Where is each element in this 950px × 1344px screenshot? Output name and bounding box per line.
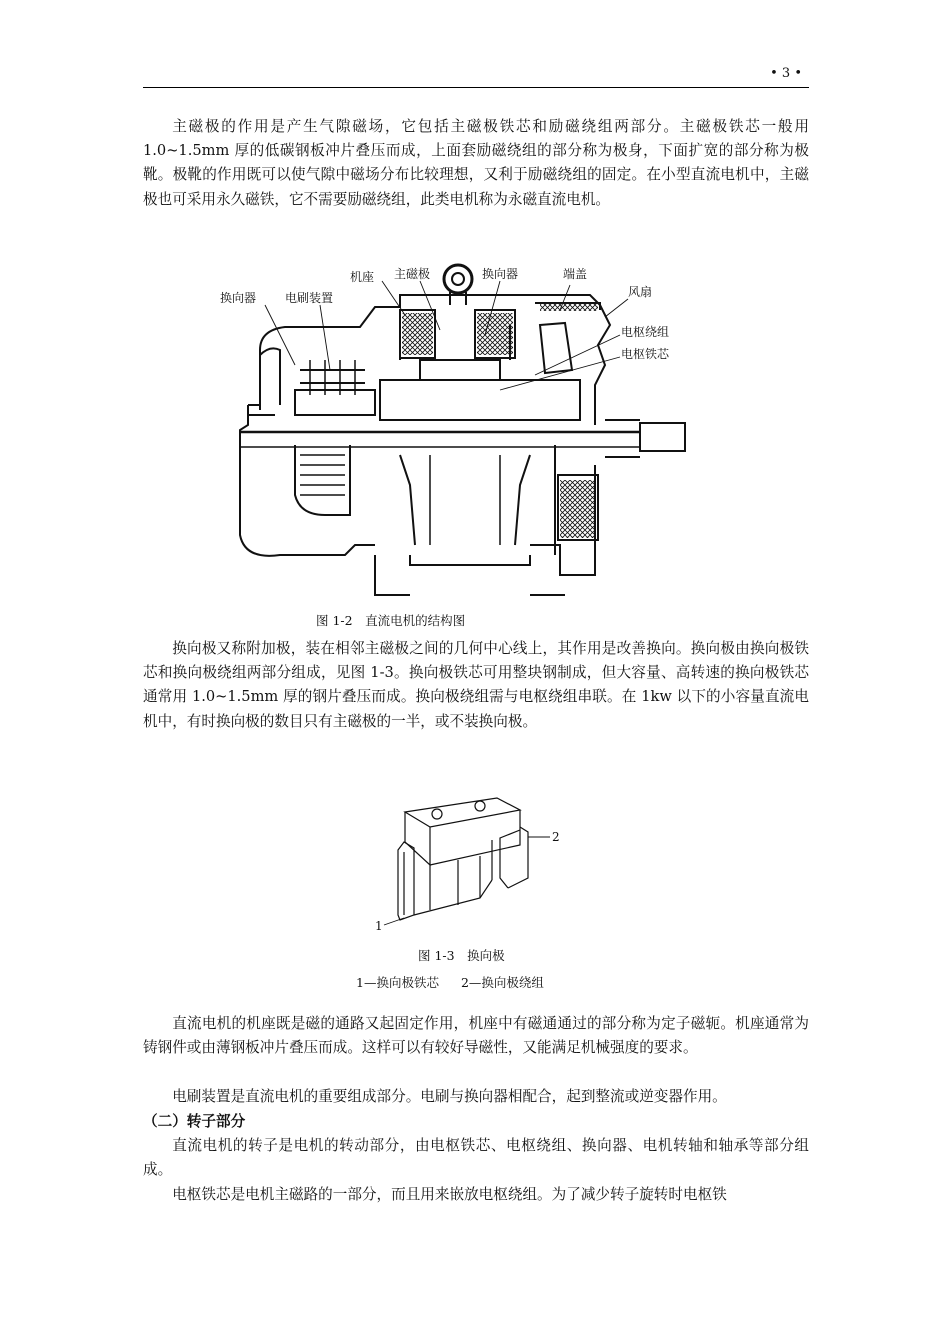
label-fengshan: 风扇 [628, 285, 653, 299]
page-number: • 3 • [770, 66, 802, 81]
legend-item-core: 1—换向极铁芯 [356, 975, 439, 990]
label-jizuo: 机座 [350, 270, 375, 284]
figure-commutating-pole [370, 770, 570, 940]
label-zhucijie: 主磁极 [394, 267, 431, 281]
callout-2: 2 [552, 830, 560, 844]
header-rule [143, 87, 809, 88]
paragraph-frame: 直流电机的机座既是磁的通路又起固定作用，机座中有磁通通过的部分称为定子磁轭。机座通常为铸钢件或由薄钢板冲片叠压而成。这样可以有较好导磁性，又能满足机械强度的要求。 [143, 1015, 809, 1057]
label-dianshua: 电刷装置 [285, 291, 334, 305]
figure-3-legend [356, 973, 562, 991]
figure-dc-motor-structure [200, 255, 720, 605]
section-heading-rotor: （二）转子部分 [143, 1113, 246, 1130]
figure-2-caption: 图 1-2 直流电机的结构图 [316, 613, 466, 628]
callout-1: 1 [375, 919, 383, 933]
figure-3-caption: 图 1-3 换向极 [418, 948, 505, 963]
label-dianshu-tiexin: 电枢铁芯 [621, 347, 670, 361]
paragraph-armature-core: 电枢铁芯是电机主磁路的一部分，而且用来嵌放电枢绕组。为了减少转子旋转时电枢铁 [172, 1186, 727, 1203]
label-dianshu-raozu: 电枢绕组 [621, 325, 670, 339]
legend-item-winding: 2—换向极绕组 [460, 975, 544, 990]
paragraph-main-pole: 主磁极的作用是产生气隙磁场，它包括主磁极铁芯和励磁绕组两部分。主磁极铁芯一般用 1.0~1.5mm 厚的低碳钢板冲片叠压而成，上面套励磁绕组的部分称为极身，下面扩宽的部分称为极靴。极靴的作用既可以使气隙中磁场分布比较理想，又利于励磁绕组的固定。在小型直流电机中，主磁极也可采用永久磁铁，它不需要励磁绕组，此类电机称为永磁直流电机。 [143, 118, 809, 208]
label-huanxiangqi-left: 换向器 [220, 291, 257, 305]
paragraph-brush: 电刷装置是直流电机的重要组成部分。电刷与换向器相配合，起到整流或逆变器作用。 [172, 1088, 727, 1105]
label-huanxiangqi-top: 换向器 [482, 267, 519, 281]
label-duangai: 端盖 [563, 267, 588, 281]
paragraph-commutating-pole: 换向极又称附加极，装在相邻主磁极之间的几何中心线上，其作用是改善换向。换向极由换向极铁芯和换向极绕组两部分组成，见图 1-3。换向极铁芯可用整块钢制成，但大容量、高转速的换向极铁芯通常用 1.0~1.5mm 厚的钢片叠压而成。换向极绕组需与电枢绕组串联。在 1kw 以下的小容量直流电机中，有时换向极的数目只有主磁极的一半，或不装换向极。 [143, 640, 809, 730]
paragraph-rotor: 直流电机的转子是电机的转动部分，由电枢铁芯、电枢绕组、换向器、电机转轴和轴承等部分组成。 [143, 1137, 809, 1179]
